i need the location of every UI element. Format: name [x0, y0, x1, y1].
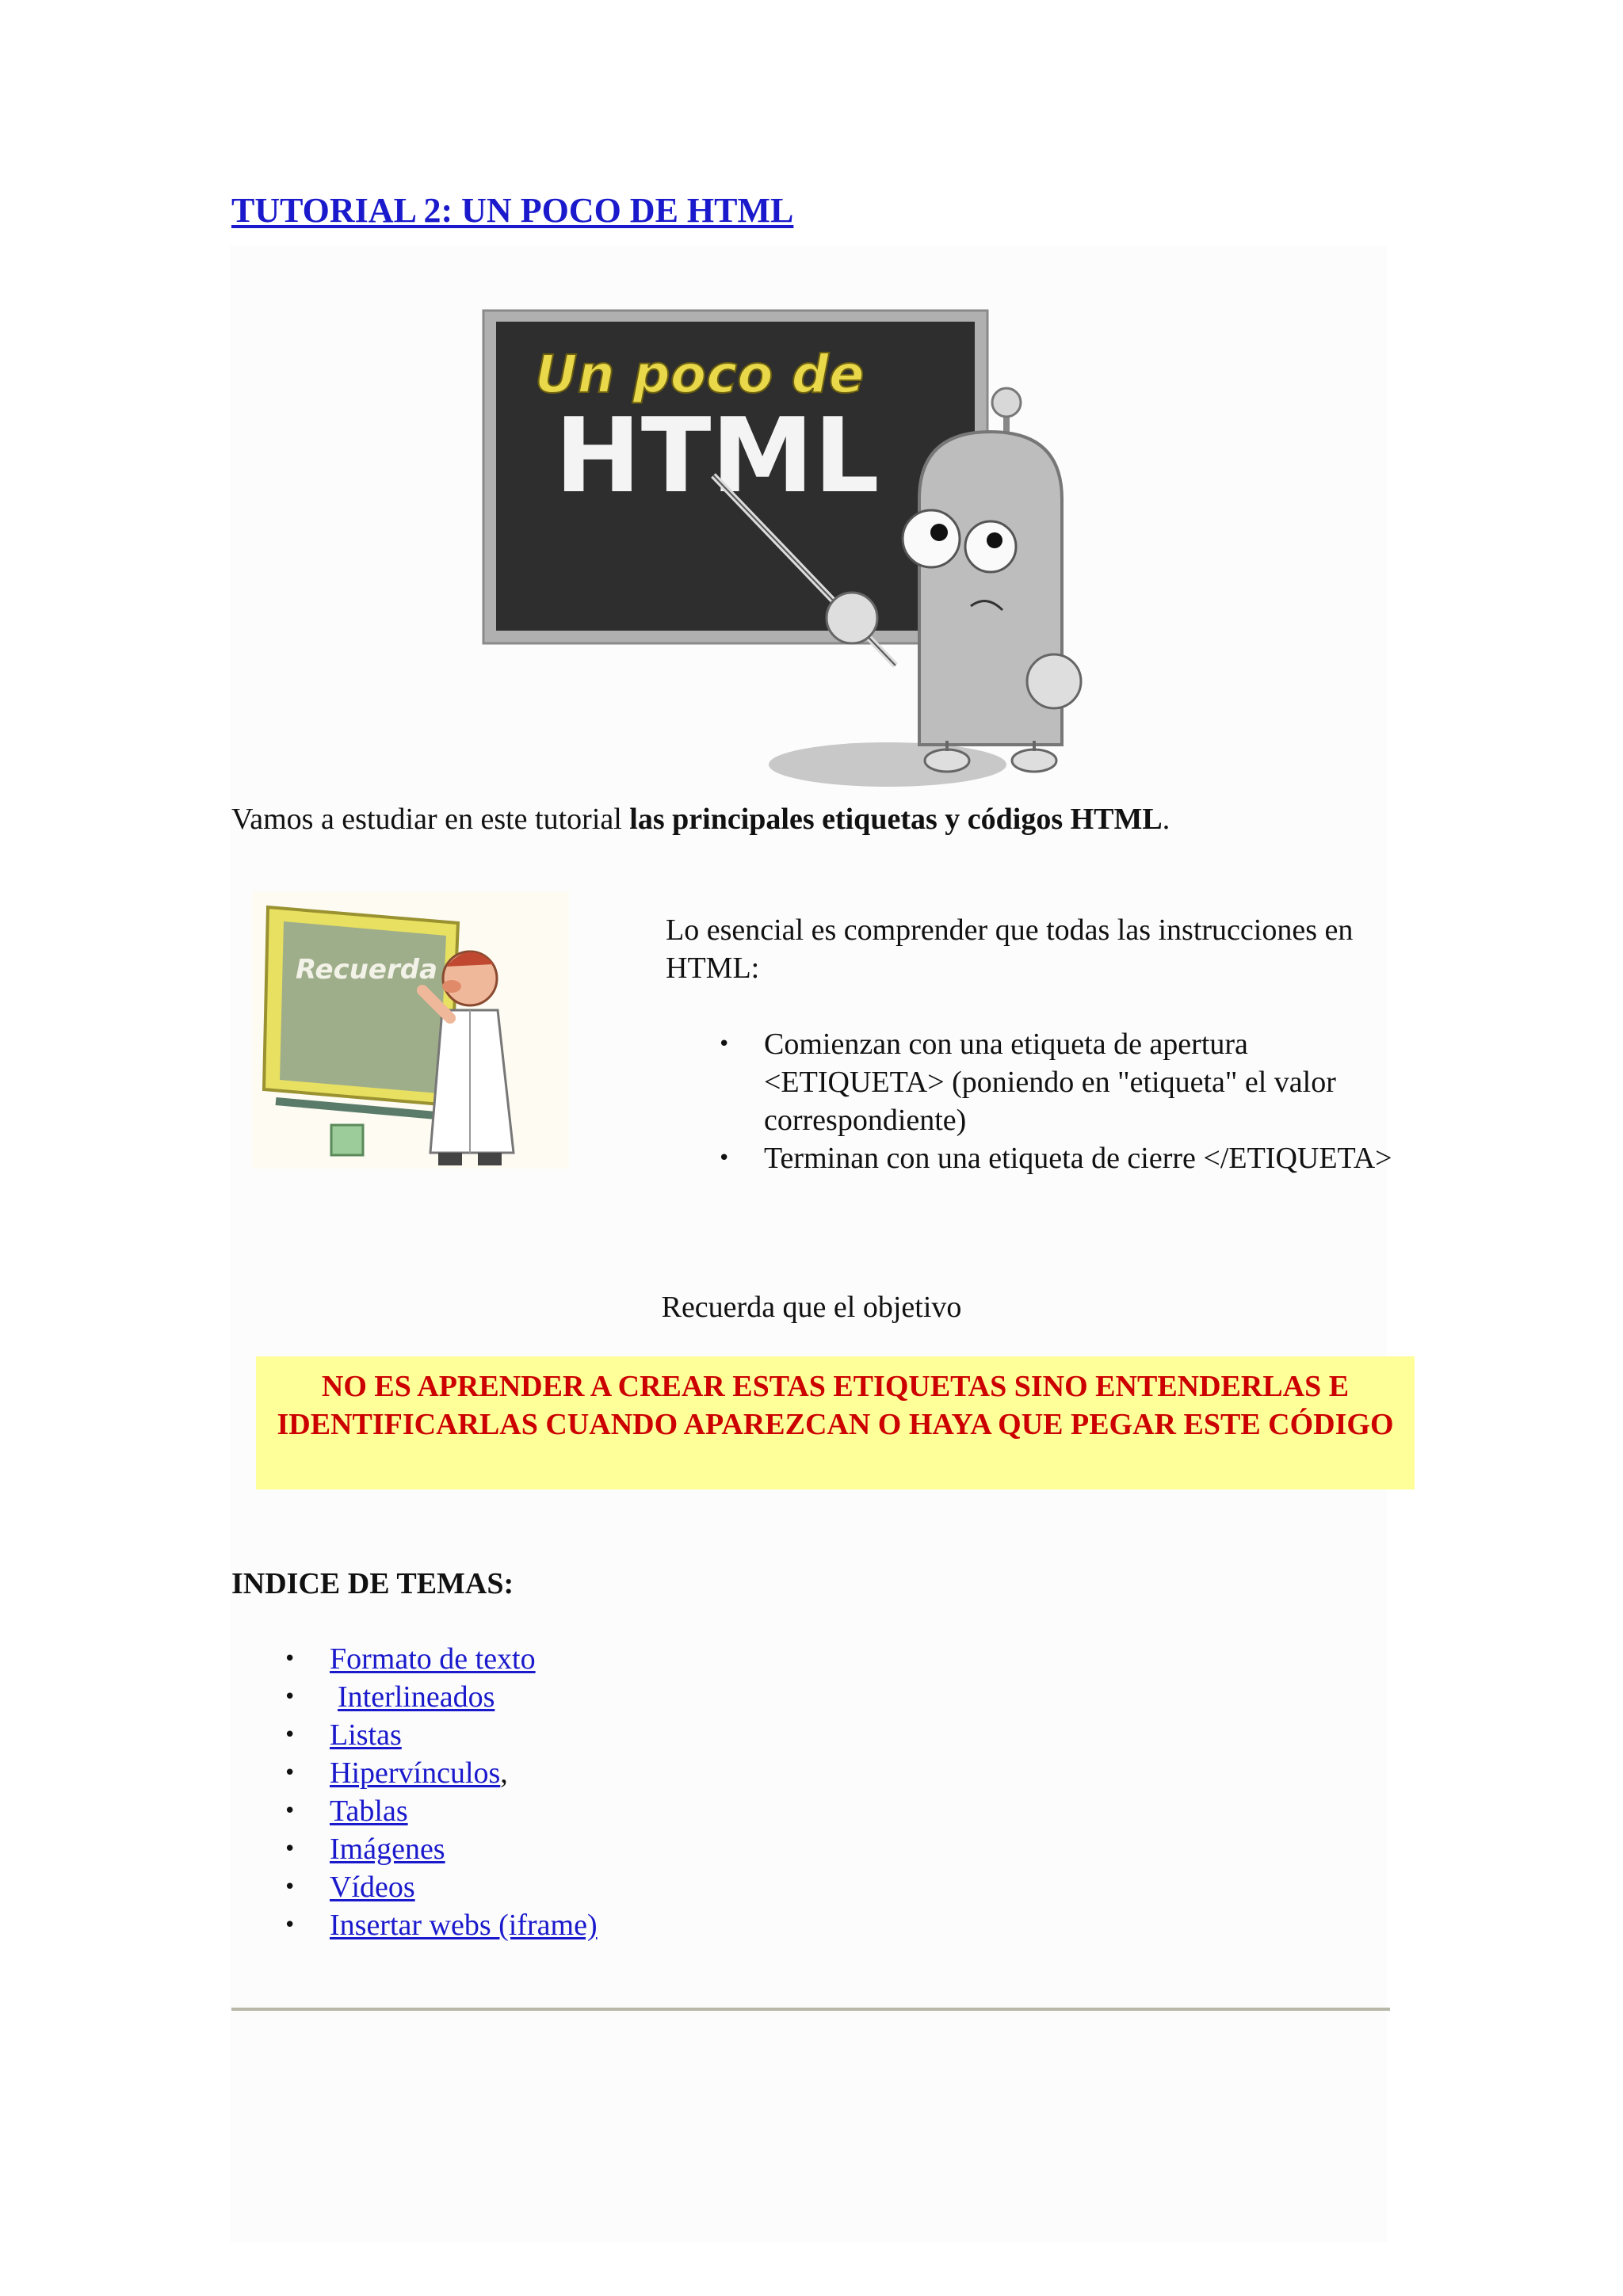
- intro-prefix: Vamos a estudiar en este tutorial: [231, 803, 630, 836]
- topic-item: [231, 1792, 598, 1830]
- remember-label: Recuerda que el objetivo: [661, 1291, 962, 1324]
- topic-item: [231, 1906, 598, 1944]
- topic-link-imagenes[interactable]: Imágenes: [330, 1833, 445, 1866]
- intro-paragraph: [231, 802, 1170, 837]
- hero-title-line2: HTML: [555, 395, 880, 516]
- essential-list: [666, 1025, 1395, 1177]
- topic-item: [231, 1754, 598, 1792]
- topic-item: [231, 1716, 598, 1754]
- essential-list-item: • Terminan con una etiqueta de cierre </ETIQUETA>: [764, 1139, 1395, 1177]
- topic-link-iframe[interactable]: Insertar webs (iframe): [330, 1909, 598, 1942]
- topic-item: [231, 1640, 598, 1678]
- essential-list-item: • Comienzan con una etiqueta de apertura <ETIQUETA> (poniendo en "etiqueta" el valor correspondiente): [764, 1025, 1395, 1139]
- topic-item: [231, 1868, 598, 1906]
- intro-suffix: .: [1162, 803, 1170, 836]
- topics-list: [231, 1640, 598, 1944]
- topic-link-listas[interactable]: Listas: [330, 1718, 402, 1752]
- essential-text: Lo esencial es comprender que todas las instrucciones en HTML:: [666, 913, 1354, 985]
- remember-text: [0, 1290, 1623, 1325]
- topic-link-interlineados[interactable]: Interlineados: [338, 1680, 495, 1714]
- topic-link-hipervinculos[interactable]: Hipervínculos: [330, 1756, 501, 1790]
- highlight-box: [256, 1356, 1415, 1489]
- page-title[interactable]: TUTORIAL 2: UN POCO DE HTML: [231, 191, 794, 230]
- topic-item: [231, 1830, 598, 1868]
- horizontal-rule: [231, 2008, 1390, 2011]
- topic-link-videos[interactable]: Vídeos: [330, 1871, 415, 1904]
- topic-comma: ,: [500, 1756, 508, 1790]
- hero-illustration: [475, 301, 1141, 800]
- index-title: INDICE DE TEMAS:: [231, 1567, 514, 1600]
- essential-section: [666, 911, 1395, 1177]
- hero-title-line1: Un poco de: [535, 344, 865, 405]
- intro-bold: las principales etiquetas y códigos HTML: [629, 803, 1163, 836]
- highlight-text: NO ES APRENDER A CREAR ESTAS ETIQUETAS SINO ENTENDERLAS E IDENTIFICARLAS CUANDO APAREZCAN O HAYA QUE PEGAR ESTE CÓDIGO: [277, 1370, 1394, 1441]
- topic-item: [231, 1678, 598, 1716]
- topic-link-tablas[interactable]: Tablas: [330, 1794, 408, 1828]
- recuerda-illustration: [252, 891, 569, 1169]
- recuerda-board-text: Recuerda: [296, 954, 438, 986]
- topic-link-formato[interactable]: Formato de texto: [330, 1642, 536, 1676]
